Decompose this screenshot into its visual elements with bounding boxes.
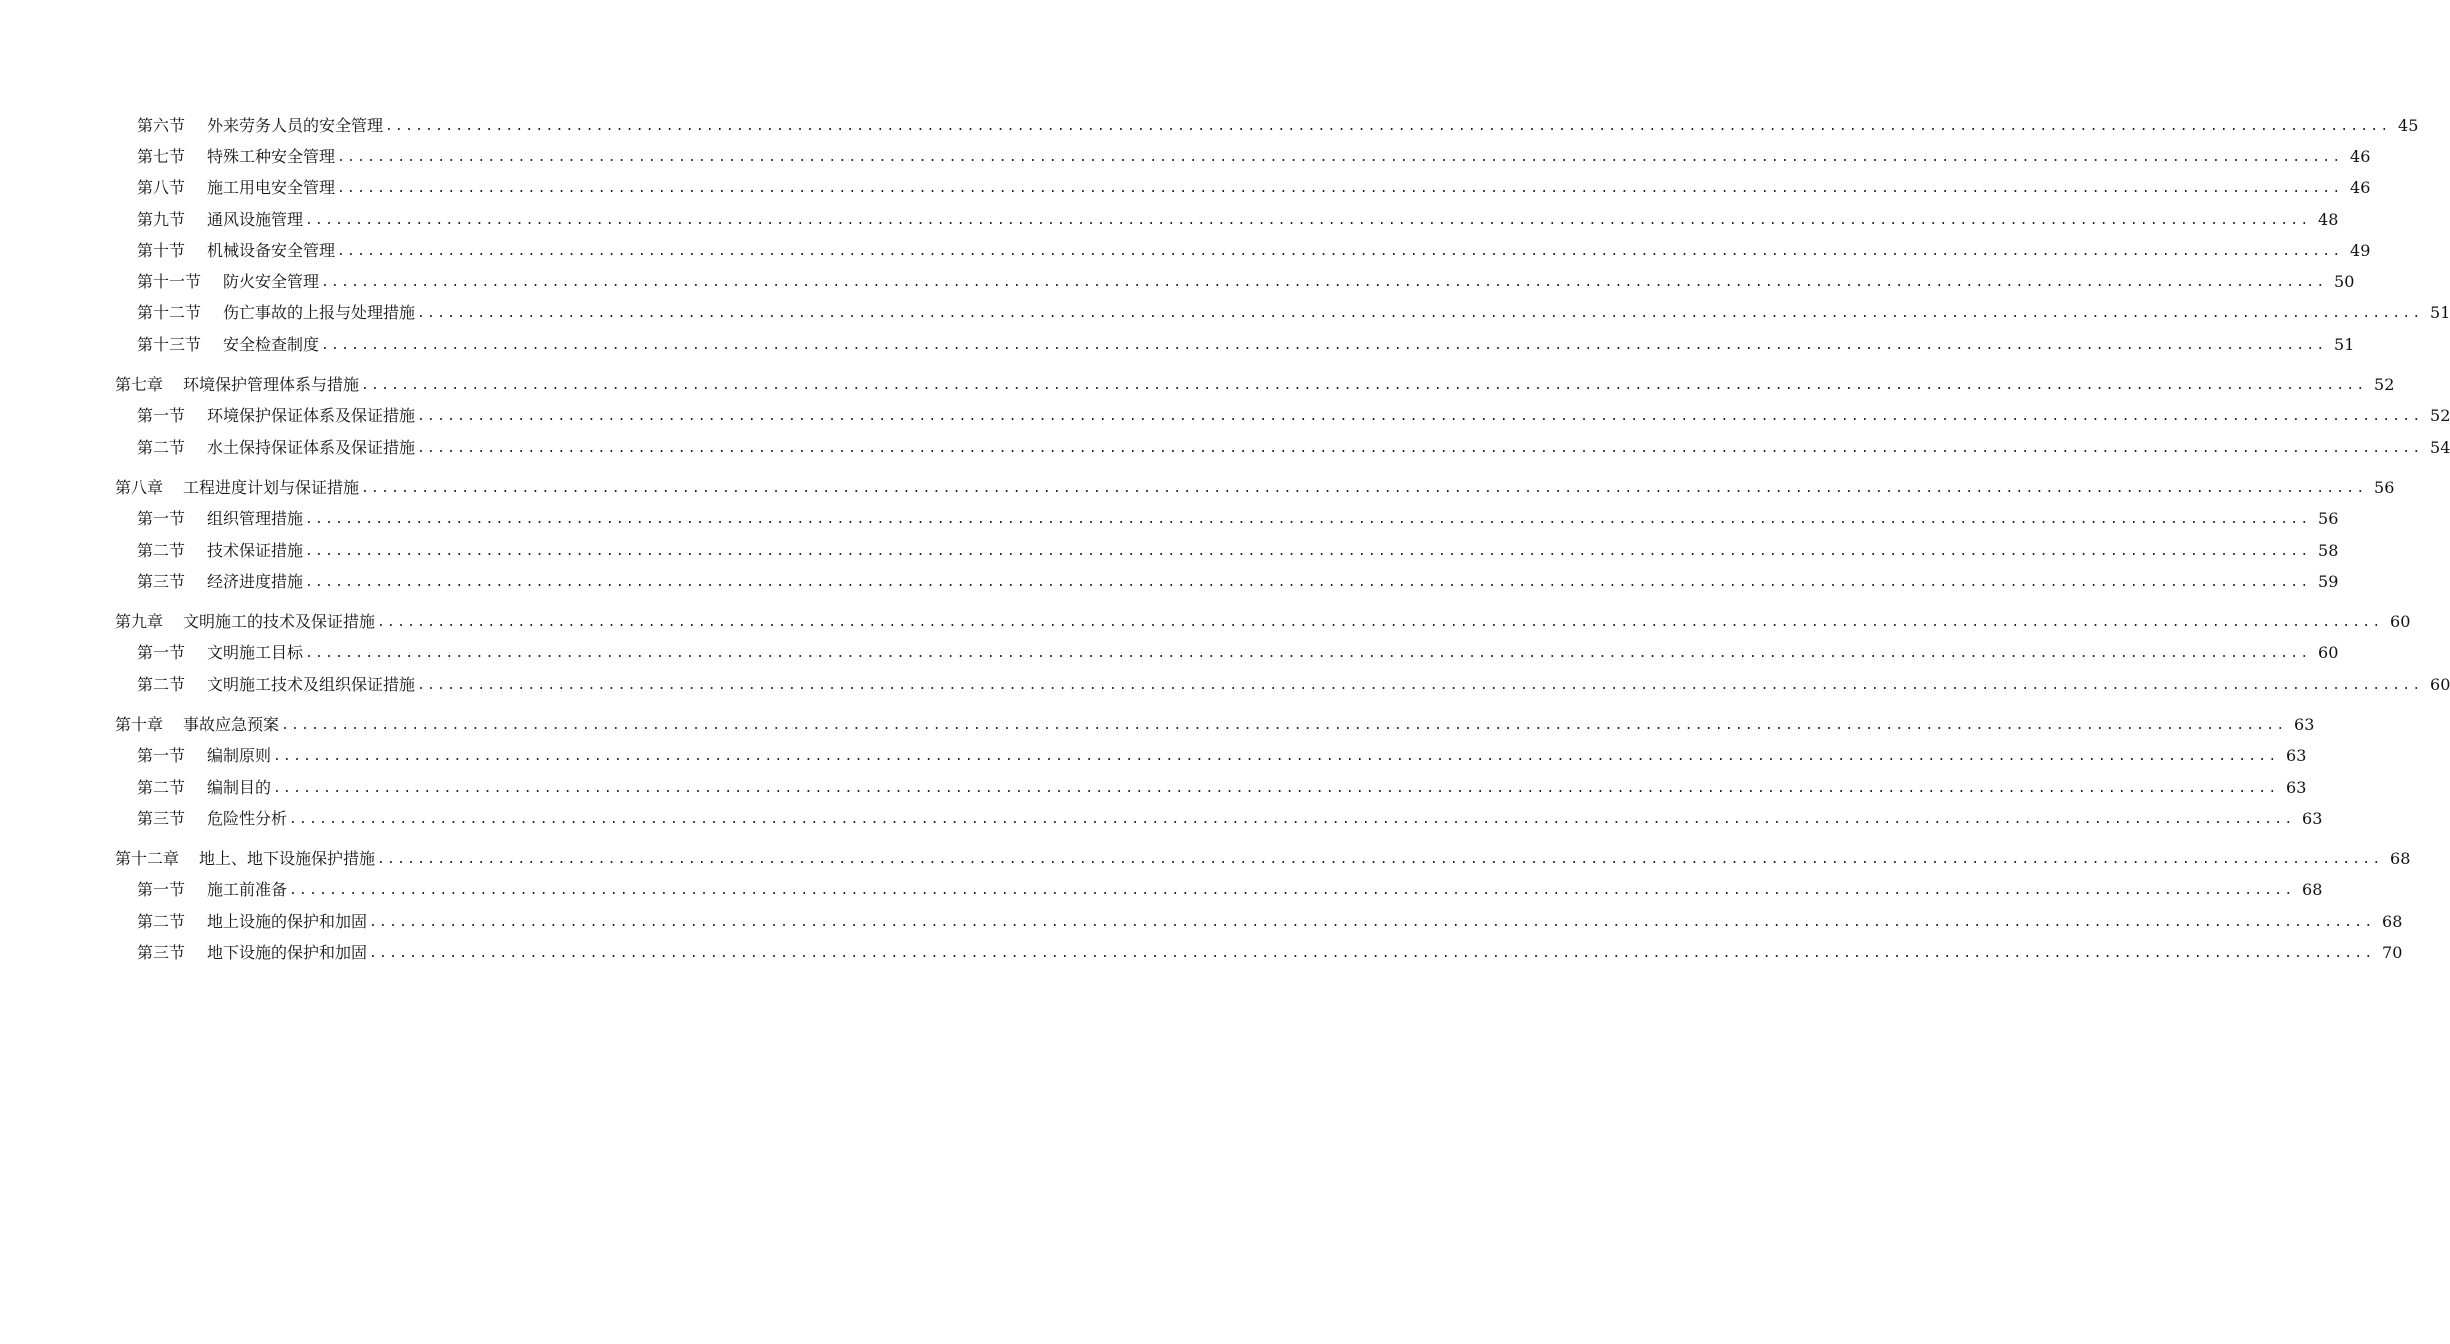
toc-page-number: 51	[2334, 334, 2355, 354]
toc-entry-number: 第七章	[115, 375, 164, 395]
toc-entry-title: 特殊工种安全管理	[207, 146, 336, 166]
toc-entry-title: 机械设备安全管理	[207, 240, 336, 260]
toc-entry-title: 防火安全管理	[223, 272, 320, 292]
toc-page-number: 54	[2430, 437, 2450, 457]
toc-entry-title: 文明施工技术及组织保证措施	[207, 674, 416, 694]
toc-entry-title: 通风设施管理	[207, 209, 304, 229]
toc-entry-number: 第一节	[137, 746, 186, 766]
toc-section-entry[interactable]	[0, 669, 2450, 700]
toc-entry-number: 第三节	[137, 808, 186, 828]
toc-section-entry[interactable]	[0, 110, 2419, 141]
toc-entry-number: 第二节	[137, 777, 186, 797]
toc-section-entry[interactable]	[0, 906, 2403, 937]
toc-dot-leader: ........................................................................................................................................................................................................	[417, 677, 2423, 693]
toc-page-number: 60	[2390, 612, 2411, 632]
toc-section-entry[interactable]	[0, 741, 2307, 772]
toc-entry-title: 技术保证措施	[207, 540, 304, 560]
toc-section-entry[interactable]	[0, 432, 2450, 463]
toc-section-entry[interactable]	[0, 803, 2323, 834]
toc-dot-leader: ........................................................................................................................................................................................................	[281, 717, 2287, 733]
toc-page-number: 70	[2382, 943, 2403, 963]
toc-section-entry[interactable]	[0, 266, 2355, 297]
toc-dot-leader: ........................................................................................................................................................................................................	[273, 780, 2279, 796]
toc-entry-title: 安全检查制度	[223, 334, 320, 354]
toc-page-number: 56	[2374, 477, 2395, 497]
toc-section-entry[interactable]	[0, 535, 2339, 566]
toc-page-number: 46	[2350, 146, 2371, 166]
toc-entry-title: 施工前准备	[207, 880, 288, 900]
toc-entry-title: 工程进度计划与保证措施	[183, 477, 360, 497]
toc-entry-title: 危险性分析	[207, 808, 288, 828]
toc-dot-leader: ........................................................................................................................................................................................................	[361, 378, 2367, 394]
toc-page-number: 60	[2318, 643, 2339, 663]
toc-entry-number: 第十二章	[115, 849, 180, 869]
toc-dot-leader: ........................................................................................................................................................................................................	[369, 914, 2375, 930]
toc-entry-number: 第八章	[115, 477, 164, 497]
toc-page-number: 52	[2430, 406, 2450, 426]
toc-chapter-entry[interactable]	[0, 606, 2411, 637]
toc-entry-title: 文明施工的技术及保证措施	[183, 612, 376, 632]
toc-section-entry[interactable]	[0, 566, 2339, 597]
toc-page-number: 63	[2286, 777, 2307, 797]
toc-page-number: 50	[2334, 272, 2355, 292]
toc-chapter-entry[interactable]	[0, 844, 2411, 875]
toc-entry-number: 第十三节	[137, 334, 202, 354]
toc-page-number: 58	[2318, 540, 2339, 560]
toc-page-number: 63	[2302, 808, 2323, 828]
toc-entry-number: 第二节	[137, 674, 186, 694]
toc-dot-leader: ........................................................................................................................................................................................................	[305, 646, 2311, 662]
toc-entry-title: 编制目的	[207, 777, 272, 797]
toc-dot-leader: ........................................................................................................................................................................................................	[337, 243, 2343, 259]
toc-entry-title: 事故应急预案	[183, 714, 280, 734]
toc-page-number: 68	[2390, 849, 2411, 869]
toc-entry-title: 外来劳务人员的安全管理	[207, 115, 384, 135]
toc-entry-title: 伤亡事故的上报与处理措施	[223, 303, 416, 323]
toc-dot-leader: ........................................................................................................................................................................................................	[417, 306, 2423, 322]
toc-dot-leader: ........................................................................................................................................................................................................	[377, 615, 2383, 631]
toc-dot-leader: ........................................................................................................................................................................................................	[305, 543, 2311, 559]
table-of-contents	[0, 110, 2450, 969]
toc-entry-number: 第六节	[137, 115, 186, 135]
toc-entry-title: 组织管理措施	[207, 509, 304, 529]
toc-page-number: 68	[2302, 880, 2323, 900]
toc-entry-number: 第九章	[115, 612, 164, 632]
toc-entry-title: 施工用电安全管理	[207, 178, 336, 198]
toc-entry-title: 地上设施的保护和加固	[207, 911, 368, 931]
toc-page-number: 56	[2318, 509, 2339, 529]
toc-page-number: 46	[2350, 178, 2371, 198]
toc-dot-leader: ........................................................................................................................................................................................................	[289, 883, 2295, 899]
toc-section-entry[interactable]	[0, 329, 2355, 360]
toc-page-number: 49	[2350, 240, 2371, 260]
toc-page-number: 60	[2430, 674, 2450, 694]
toc-dot-leader: ........................................................................................................................................................................................................	[273, 749, 2279, 765]
toc-entry-number: 第二节	[137, 911, 186, 931]
toc-dot-leader: ........................................................................................................................................................................................................	[305, 512, 2311, 528]
toc-page-number: 63	[2294, 714, 2315, 734]
toc-dot-leader: ........................................................................................................................................................................................................	[321, 275, 2327, 291]
toc-section-entry[interactable]	[0, 401, 2450, 432]
toc-entry-title: 水土保持保证体系及保证措施	[207, 437, 416, 457]
toc-section-entry[interactable]	[0, 173, 2371, 204]
toc-dot-leader: ........................................................................................................................................................................................................	[305, 574, 2311, 590]
toc-entry-title: 编制原则	[207, 746, 272, 766]
toc-entry-number: 第十章	[115, 714, 164, 734]
toc-page-number: 59	[2318, 571, 2339, 591]
toc-dot-leader: ........................................................................................................................................................................................................	[337, 149, 2343, 165]
toc-dot-leader: ........................................................................................................................................................................................................	[385, 118, 2391, 134]
toc-entry-number: 第一节	[137, 406, 186, 426]
toc-section-entry[interactable]	[0, 204, 2339, 235]
toc-dot-leader: ........................................................................................................................................................................................................	[305, 212, 2311, 228]
toc-entry-title: 文明施工目标	[207, 643, 304, 663]
toc-entry-title: 环境保护保证体系及保证措施	[207, 406, 416, 426]
toc-entry-title: 地下设施的保护和加固	[207, 943, 368, 963]
toc-page-number: 51	[2430, 303, 2450, 323]
toc-section-entry[interactable]	[0, 638, 2339, 669]
toc-page-number: 68	[2382, 911, 2403, 931]
toc-dot-leader: ........................................................................................................................................................................................................	[417, 409, 2423, 425]
toc-dot-leader: ........................................................................................................................................................................................................	[321, 337, 2327, 353]
toc-dot-leader: ........................................................................................................................................................................................................	[289, 811, 2295, 827]
toc-page-number: 45	[2398, 115, 2419, 135]
toc-section-entry[interactable]	[0, 504, 2339, 535]
toc-entry-number: 第三节	[137, 571, 186, 591]
toc-entry-number: 第七节	[137, 146, 186, 166]
toc-entry-number: 第一节	[137, 643, 186, 663]
toc-section-entry[interactable]	[0, 772, 2307, 803]
toc-chapter-entry[interactable]	[0, 709, 2315, 740]
toc-entry-title: 环境保护管理体系与措施	[183, 375, 360, 395]
toc-chapter-entry[interactable]	[0, 369, 2395, 400]
toc-page-number: 63	[2286, 746, 2307, 766]
toc-entry-number: 第九节	[137, 209, 186, 229]
toc-entry-title: 经济进度措施	[207, 571, 304, 591]
toc-entry-number: 第一节	[137, 880, 186, 900]
toc-dot-leader: ........................................................................................................................................................................................................	[377, 852, 2383, 868]
toc-entry-title: 地上、地下设施保护措施	[199, 849, 376, 869]
toc-entry-number: 第八节	[137, 178, 186, 198]
toc-entry-number: 第十二节	[137, 303, 202, 323]
toc-entry-number: 第三节	[137, 943, 186, 963]
toc-section-entry[interactable]	[0, 141, 2371, 172]
toc-entry-number: 第一节	[137, 509, 186, 529]
toc-entry-number: 第二节	[137, 437, 186, 457]
toc-section-entry[interactable]	[0, 937, 2403, 968]
toc-page-number: 48	[2318, 209, 2339, 229]
toc-chapter-entry[interactable]	[0, 472, 2395, 503]
toc-entry-number: 第十一节	[137, 272, 202, 292]
toc-dot-leader: ........................................................................................................................................................................................................	[361, 480, 2367, 496]
toc-section-entry[interactable]	[0, 298, 2450, 329]
toc-entry-number: 第二节	[137, 540, 186, 560]
toc-section-entry[interactable]	[0, 875, 2323, 906]
toc-page-number: 52	[2374, 375, 2395, 395]
toc-dot-leader: ........................................................................................................................................................................................................	[369, 946, 2375, 962]
toc-section-entry[interactable]	[0, 235, 2371, 266]
toc-dot-leader: ........................................................................................................................................................................................................	[417, 440, 2423, 456]
toc-dot-leader: ........................................................................................................................................................................................................	[337, 181, 2343, 197]
toc-entry-number: 第十节	[137, 240, 186, 260]
